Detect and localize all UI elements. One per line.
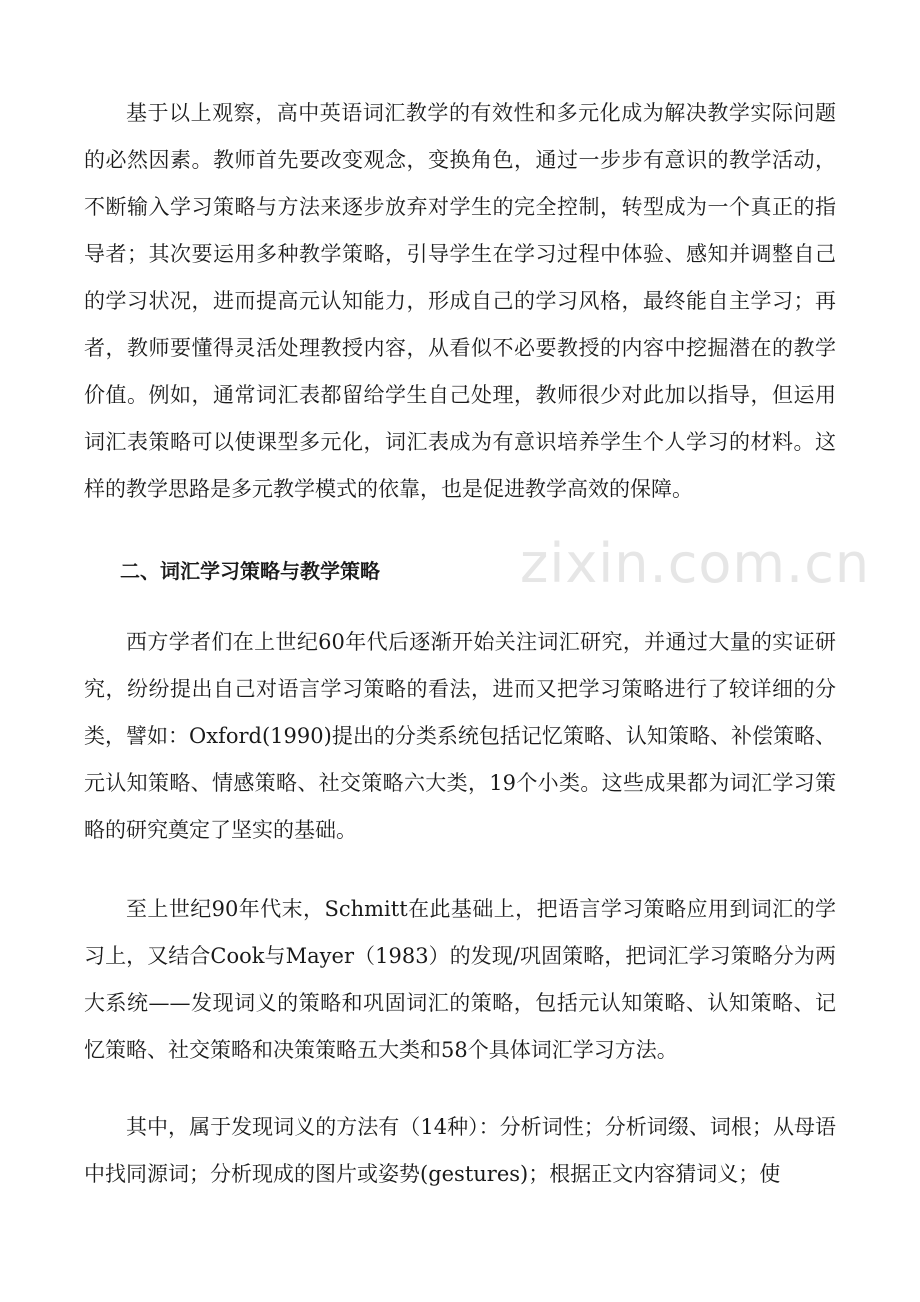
paragraph-3: 至上世纪90年代末，Schmitt在此基础上，把语言学习策略应用到词汇的学习上，又结合Cook与Mayer（1983）的发现/巩固策略，把词汇学习策略分为两大系统——发现词义的策略和巩固词汇的策略，包括元认知策略、认知策略、记忆策略、社交策略和决策策略五大类和58个具体词汇学习方法。 bbox=[84, 897, 836, 1062]
watermark: zixin.com.cn bbox=[520, 532, 871, 595]
paragraph-1: 基于以上观察，高中英语词汇教学的有效性和多元化成为解决教学实际问题的必然因素。教师首先要改变观念，变换角色，通过一步步有意识的教学活动，不断输入学习策略与方法来逐步放弃对学生的完全控制，转型成为一个真正的指导者；其次要运用多种教学策略，引导学生在学习过程中体验、感知并调整自己的学习状况，进而提高元认知能力，形成自己的学习风格，最终能自主学习；再者，教师要懂得灵活处理教授内容，从看似不必要教授的内容中挖掘潜在的教学价值。例如，通常词汇表都留给学生自己处理，教师很少对此加以指导，但运用词汇表策略可以使课型多元化，词汇表成为有意识培养学生个人学习的材料。这样的教学思路是多元教学模式的依靠，也是促进教学高效的保障。 bbox=[84, 101, 836, 501]
section-heading: 二、词汇学习策略与教学策略 bbox=[120, 559, 380, 583]
paragraph-4: 其中，属于发现词义的方法有（14种）：分析词性；分析词缀、词根；从母语中找同源词；分析现成的图片或姿势(gestures)；根据正文内容猜词义；使 bbox=[84, 1115, 836, 1186]
paragraph-2: 西方学者们在上世纪60年代后逐渐开始关注词汇研究，并通过大量的实证研究，纷纷提出自己对语言学习策略的看法，进而又把学习策略进行了较详细的分类，譬如：Oxford(1990)提出的分类系统包括记忆策略、认知策略、补偿策略、元认知策略、情感策略、社交策略六大类，19个小类。这些成果都为词汇学习策略的研究奠定了坚实的基础。 bbox=[84, 630, 836, 842]
